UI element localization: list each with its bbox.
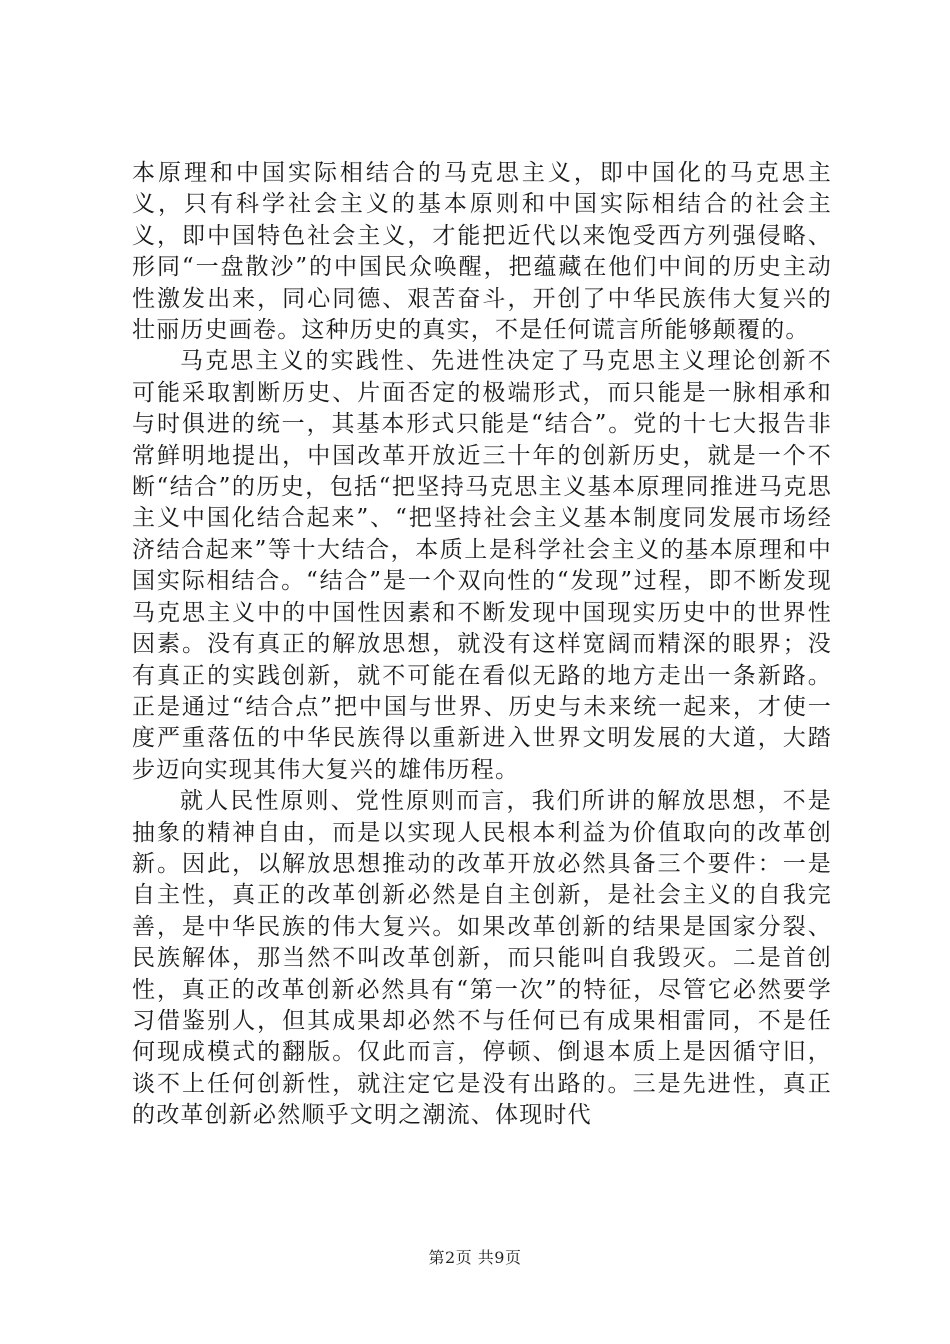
document-body bbox=[132, 158, 832, 1132]
paragraph-1: 本原理和中国实际相结合的马克思主义，即中国化的马克思主义，只有科学社会主义的基本原则和中国实际相结合的社会主义，即中国特色社会主义，才能把近代以来饱受西方列强侵略、形同“一盘散沙”的中国民众唤醒，把蕴藏在他们中间的历史主动性激发出来，同心同德、艰苦奋斗，开创了中华民族伟大复兴的壮丽历史画卷。这种历史的真实，不是任何谎言所能够颠覆的。 bbox=[132, 160, 832, 344]
paragraph-2: 马克思主义的实践性、先进性决定了马克思主义理论创新不可能采取割断历史、片面否定的极端形式，而只能是一脉相承和与时俱进的统一，其基本形式只能是“结合”。党的十七大报告非常鲜明地提出，中国改革开放近三十年的创新历史，就是一个不断“结合”的历史，包括“把坚持马克思主义基本原理同推进马克思主义中国化结合起来”、“把坚持社会主义基本制度同发展市场经济结合起来”等十大结合，本质上是科学社会主义的基本原理和中国实际相结合。“结合”是一个双向性的“发现”过程，即不断发现马克思主义中的中国性因素和不断发现中国现实历史中的世界性因素。没有真正的解放思想，就没有这样宽阔而精深的眼界；没有真正的实践创新，就不可能在看似无路的地方走出一条新路。正是通过“结合点”把中国与世界、历史与未来统一起来，才使一度严重落伍的中华民族得以重新进入世界文明发展的大道，大踏步迈向实现其伟大复兴的雄伟历程。 bbox=[132, 348, 832, 783]
page-number-footer: 第2页 共9页 bbox=[428, 1248, 522, 1267]
paragraph-3: 就人民性原则、党性原则而言，我们所讲的解放思想，不是抽象的精神自由，而是以实现人民根本利益为价值取向的改革创新。因此，以解放思想推动的改革开放必然具备三个要件：一是自主性，真正的改革创新必然是自主创新，是社会主义的自我完善，是中华民族的伟大复兴。如果改革创新的结果是国家分裂、民族解体，那当然不叫改革创新，而只能叫自我毁灭。二是首创性，真正的改革创新必然具有“第一次”的特征，尽管它必然要学习借鉴别人，但其成果却必然不与任何已有成果相雷同，不是任何现成模式的翻版。仅此而言，停顿、倒退本质上是因循守旧，谈不上任何创新性，就注定它是没有出路的。三是先进性，真正的改革创新必然顺乎文明之潮流、体现时代 bbox=[132, 788, 832, 1129]
